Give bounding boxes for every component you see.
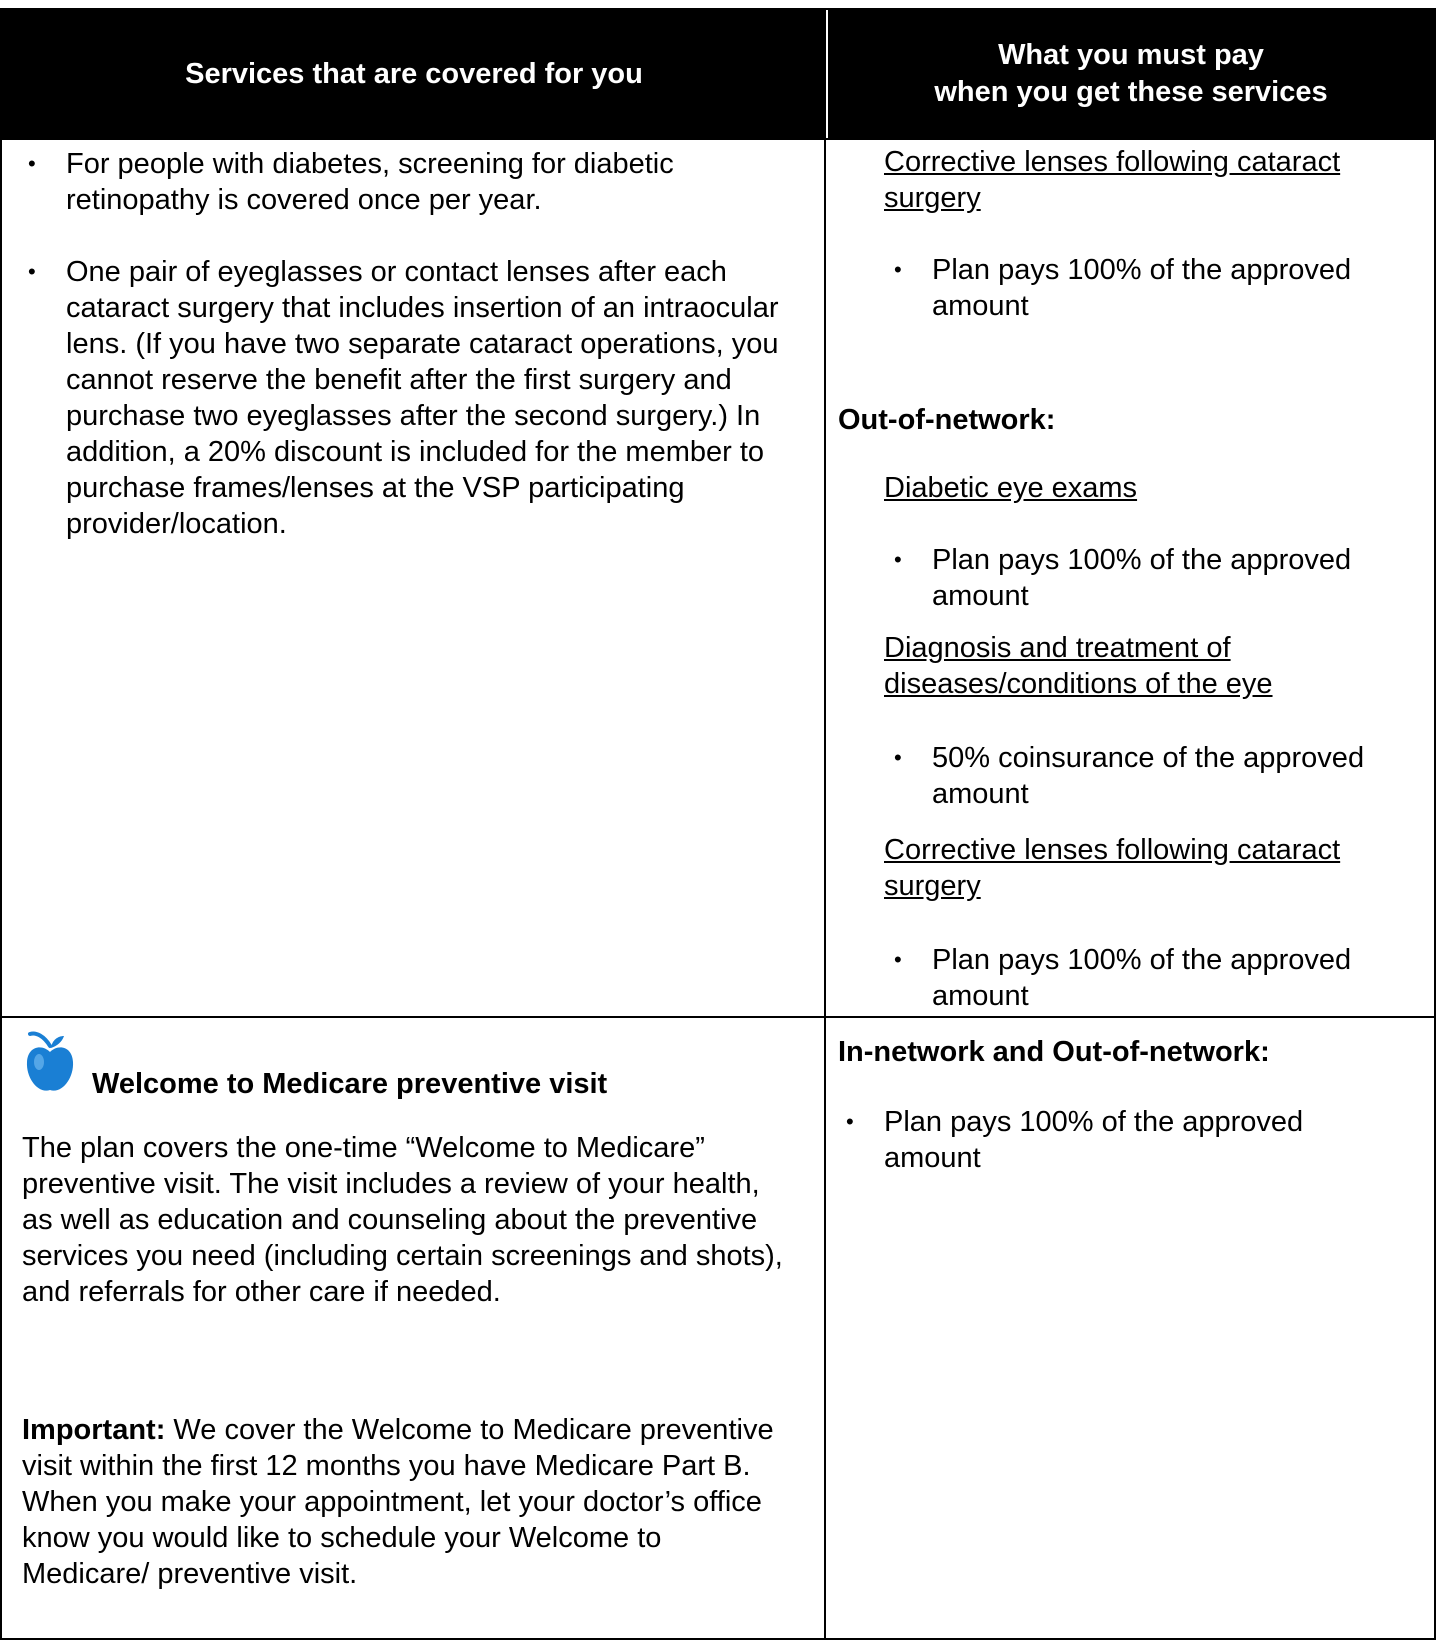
important-text: We cover the Welcome to Medicare preventive visit within the first 12 months you have Medicare Part B. When you make your appointment, let your doctor’s office know you would like to schedule your Welcome to Medicare/ preventive visit. <box>22 1414 774 1590</box>
row2-services-cell <box>2 1018 826 1638</box>
row1-services-list <box>66 146 786 542</box>
list-item: • Plan pays 100% of the approved amount <box>932 542 1424 614</box>
header-col-services <box>2 10 828 138</box>
payment-subheading: Corrective lenses following cataract surgery <box>884 834 1341 902</box>
payment-list <box>932 740 1404 812</box>
table-row <box>2 138 1434 1016</box>
payment-list <box>932 942 1424 1014</box>
section-title: Welcome to Medicare preventive visit <box>92 1068 608 1100</box>
list-item: • Plan pays 100% of the approved amount <box>932 942 1424 1014</box>
row1-services-cell <box>2 140 826 1016</box>
row1-payment-cell <box>826 140 1434 1016</box>
payment-list <box>932 252 1424 324</box>
important-note <box>22 1412 792 1592</box>
table-header <box>2 10 1434 138</box>
table-row <box>2 1016 1434 1638</box>
list-item: • Plan pays 100% of the approved amount <box>884 1104 1364 1176</box>
header-payment-line1: What you must pay <box>998 39 1264 71</box>
payment-subheading: Diagnosis and treatment of diseases/conditions of the eye <box>884 632 1273 700</box>
payment-list <box>884 1104 1364 1176</box>
network-heading: In-network and Out-of-network: <box>838 1036 1270 1068</box>
important-label: Important: <box>22 1414 166 1446</box>
payment-subheading: Diabetic eye exams <box>884 472 1138 504</box>
section-description: The plan covers the one-time “Welcome to Medicare” preventive visit. The visit includes a review of your health, as well as education and counseling about the preventive services you need (including certain screenings and shots), and referrals for other care if needed. <box>22 1132 783 1308</box>
list-item: • Plan pays 100% of the approved amount <box>932 252 1424 324</box>
header-payment-line2: when you get these services <box>934 76 1328 108</box>
header-services-label: Services that are covered for you <box>185 57 643 90</box>
list-item: • For people with diabetes, screening for diabetic retinopathy is covered once per year. <box>66 146 786 218</box>
list-item: • 50% coinsurance of the approved amount <box>932 740 1404 812</box>
out-of-network-heading: Out-of-network: <box>838 404 1056 436</box>
benefits-table <box>0 8 1436 1640</box>
list-item: • One pair of eyeglasses or contact lenses after each cataract surgery that includes insertion of an intraocular lens. (If you have two separate cataract operations, you cannot reserve the benefit after the first surgery and purchase two eyeglasses after the second surgery.) In addition, a 20% discount is included for the member to purchase frames/lenses at the VSP participating provider/location. <box>66 254 786 542</box>
header-col-payment <box>828 10 1434 138</box>
payment-subheading: Corrective lenses following cataract surgery <box>884 146 1341 214</box>
row2-payment-cell <box>826 1018 1434 1638</box>
payment-list <box>932 542 1424 614</box>
apple-icon <box>24 1030 76 1096</box>
